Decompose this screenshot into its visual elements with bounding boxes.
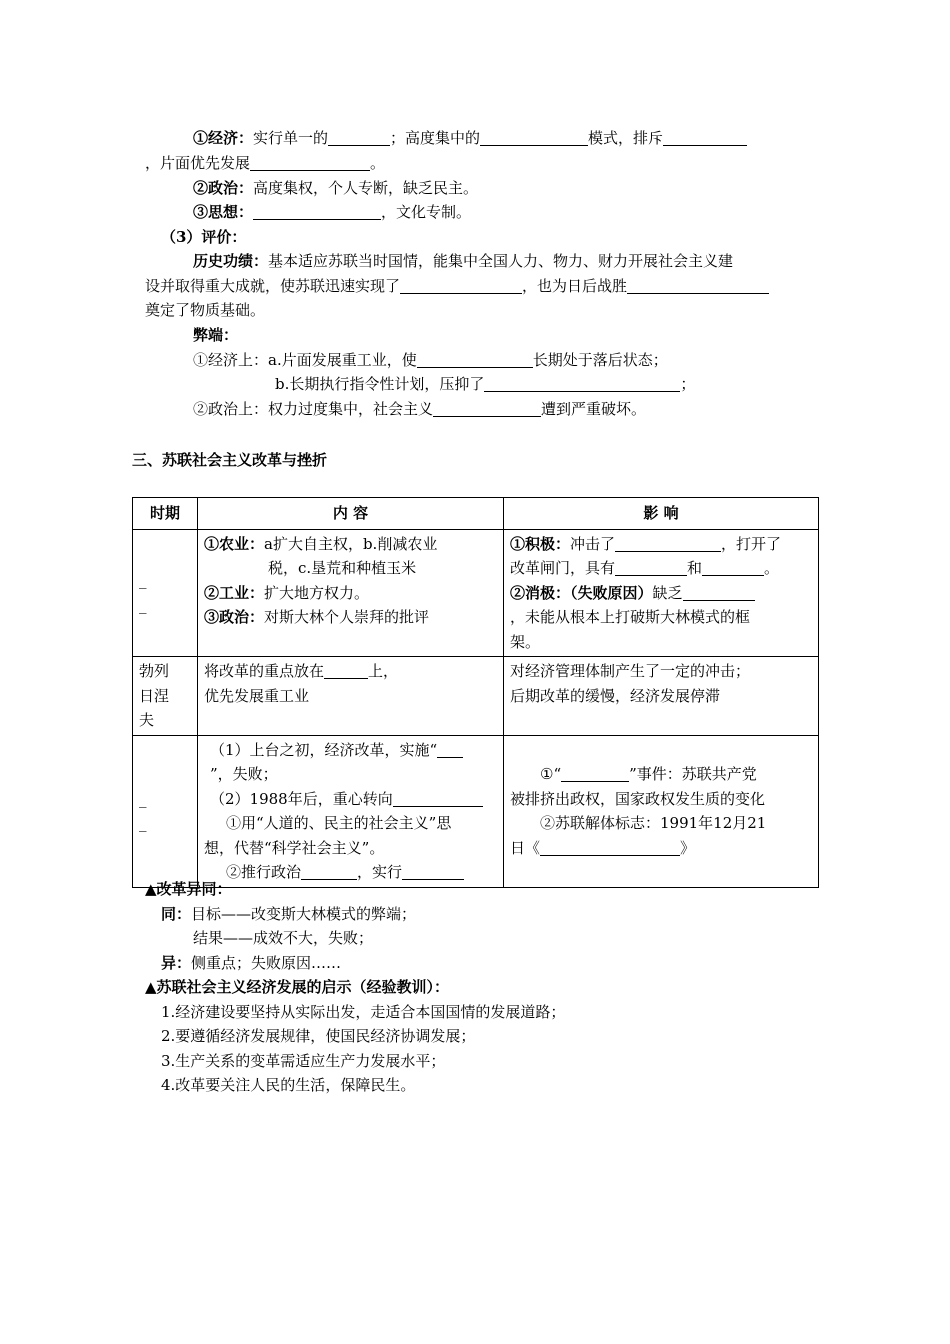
content-cell: 将改革的重点放在 上， 优先发展重工业 xyxy=(198,657,504,736)
compare-title: ▲改革异同： xyxy=(145,880,232,898)
flaw-line-a: ①经济上：a.片面发展重工业，使 长期处于落后状态； xyxy=(193,351,668,369)
blank xyxy=(615,535,721,552)
lessons-title: ▲苏联社会主义经济发展的启示（经验教训）： xyxy=(145,978,450,996)
merit-line-3: 奠定了物质基础。 xyxy=(145,301,266,319)
economy-label: ①经济： xyxy=(193,129,254,147)
blank xyxy=(328,129,390,146)
merit-line-1: 历史功绩：基本适应苏联当时国情，能集中全国人力、物力、财力开展社会主义建 xyxy=(193,252,734,270)
economy-line-2: ，片面优先发展 。 xyxy=(145,154,386,172)
blank xyxy=(437,741,463,758)
blank xyxy=(400,277,522,294)
table-row xyxy=(133,529,819,657)
blank xyxy=(540,839,680,856)
impact-cell: ①“ ”事件：苏联共产党 被排挤出政权，国家政权发生质的变化 ②苏联解体标志：1991年12月21 日《 》 xyxy=(504,735,819,887)
blank xyxy=(627,277,769,294)
header-content: 内 容 xyxy=(198,498,504,530)
blank xyxy=(702,559,764,576)
flaw-line-c: ②政治上：权力过度集中，社会主义 遭到严重破坏。 xyxy=(193,400,647,418)
thought-line: ③思想： ，文化专制。 xyxy=(193,203,472,221)
blank xyxy=(615,559,687,576)
reform-table xyxy=(132,497,819,888)
period-cell: _ _ xyxy=(133,529,198,657)
compare-same-2: 结果——成效不大，失败； xyxy=(193,929,374,947)
economy-line: ①经济：实行单一的 ；高度集中的 模式，排斥 xyxy=(193,128,747,148)
list-item: 1.经济建设要坚持从实际出发，走适合本国国情的发展道路； xyxy=(161,1003,566,1021)
compare-diff: 异：侧重点；失败原因…… xyxy=(161,954,342,972)
content-cell: ①农业：a扩大自主权，b.削减农业 税，c.垦荒和种植玉米 ②工业：扩大地方权力。 ③政治：对斯大林个人崇拜的批评 xyxy=(198,529,504,657)
list-item: 3.生产关系的变革需适应生产力发展水平； xyxy=(161,1052,446,1070)
blank xyxy=(324,662,368,679)
flaw-line-b: b.长期执行指令性计划，压抑了 ； xyxy=(275,375,696,393)
blank xyxy=(663,129,747,146)
impact-cell: 对经济管理体制产生了一定的冲击； 后期改革的缓慢，经济发展停滞 xyxy=(504,657,819,736)
impact-cell: ①积极：冲击了 ，打开了 改革闸门，具有 和 。 ②消极：（失败原因）缺乏 ，未能从根本上打破斯大林模式的框 架。 xyxy=(504,529,819,657)
blank xyxy=(250,154,370,171)
blank xyxy=(480,129,588,146)
blank xyxy=(393,790,483,807)
merit-line-2: 设并取得重大成就，使苏联迅速实现了 ，也为日后战胜 xyxy=(145,276,769,296)
blank xyxy=(417,351,533,368)
section-3-title: 三、苏联社会主义改革与挫折 xyxy=(132,451,328,469)
period-cell: _ _ xyxy=(133,735,198,887)
politics-line: ②政治：高度集权，个人专断，缺乏民主。 xyxy=(193,179,479,197)
blank xyxy=(683,584,755,601)
blank xyxy=(301,863,357,880)
table-row xyxy=(133,657,819,736)
blank xyxy=(253,203,381,220)
list-item: 4.改革要关注人民的生活，保障民生。 xyxy=(161,1076,416,1094)
blank xyxy=(402,863,464,880)
blank xyxy=(433,400,541,417)
evaluation-heading: （3）评价： xyxy=(161,228,247,246)
compare-same-1: 同：目标——改变斯大林模式的弊端； xyxy=(161,905,417,923)
content-cell: （1）上台之初，经济改革，实施“ ”，失败； （2）1988年后，重心转向 ①用“人道的、民主的社会主义”思 想，代替“科学社会主义”。 ②推行政治 ，实行 xyxy=(198,735,504,887)
table-row xyxy=(133,735,819,887)
blank xyxy=(484,375,680,392)
flaw-heading: 弊端： xyxy=(193,326,239,344)
header-period: 时期 xyxy=(133,498,198,530)
blank xyxy=(561,765,629,782)
list-item: 2.要遵循经济发展规律，使国民经济协调发展； xyxy=(161,1027,476,1045)
header-impact: 影 响 xyxy=(504,498,819,530)
period-cell: 勃列 日涅 夫 xyxy=(133,657,198,736)
table-header-row xyxy=(133,498,819,530)
